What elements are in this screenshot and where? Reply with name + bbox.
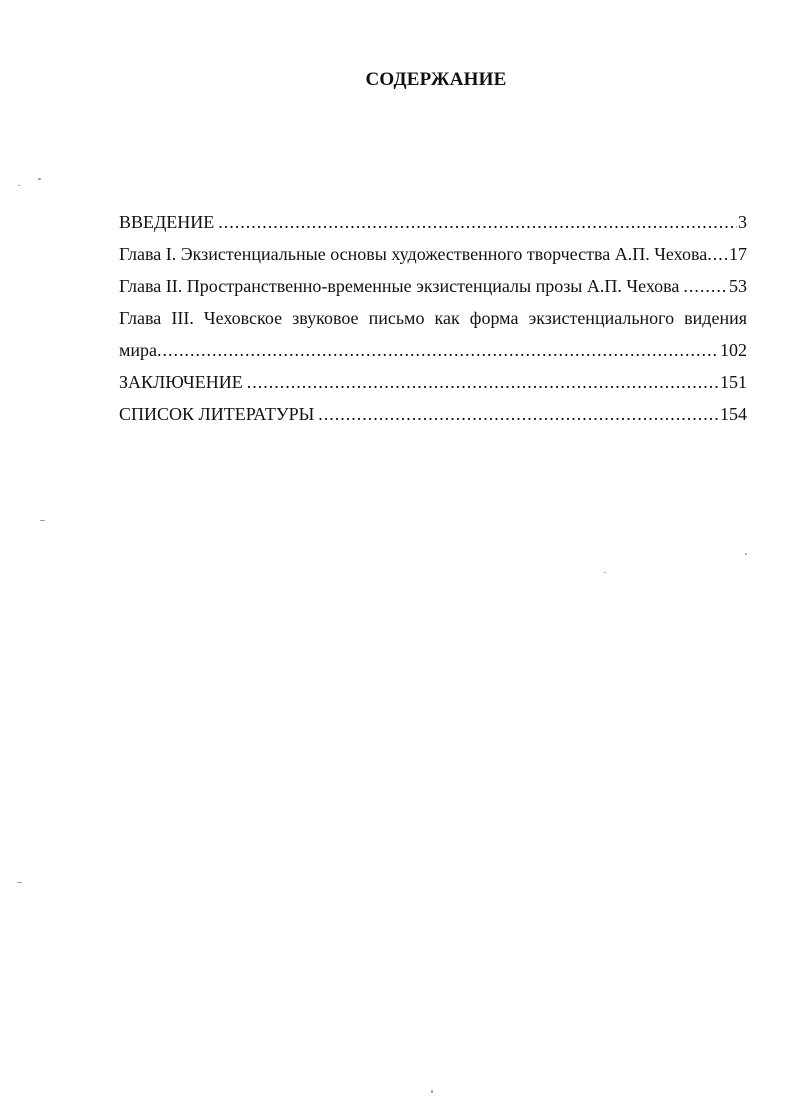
toc-leader-dots	[683, 273, 728, 299]
toc-leader-dots	[247, 369, 719, 395]
toc-entry-conclusion	[119, 369, 747, 401]
toc-entry-chapter-3	[119, 337, 747, 369]
toc-leader-dots	[318, 401, 719, 427]
toc-entry-page: 3	[738, 212, 747, 232]
scan-speck	[745, 553, 747, 555]
scan-speck	[431, 1090, 433, 1093]
toc-entry-page: 17	[729, 244, 747, 264]
toc-entry-chapter-2	[119, 273, 747, 305]
scan-speck	[40, 520, 45, 521]
table-of-contents	[119, 209, 747, 433]
toc-entry-page: 102	[720, 340, 747, 360]
toc-entry-page: 154	[720, 404, 747, 424]
toc-entry-page: 53	[729, 276, 747, 296]
toc-entry-label: Глава II. Пространственно-временные экзистенциалы прозы А.П. Чехова	[119, 276, 680, 296]
toc-entry-introduction	[119, 209, 747, 241]
toc-entry-label: мира	[119, 340, 158, 360]
scan-speck	[18, 185, 20, 186]
toc-leader-dots	[218, 209, 737, 235]
toc-entry-label: Глава I. Экзистенциальные основы художественного творчества А.П. Чехова	[119, 244, 708, 264]
toc-entry-chapter-3-line1: Глава III. Чеховское звуковое письмо как форма экзистенциального видения	[119, 308, 747, 328]
toc-entry-label: СПИСОК ЛИТЕРАТУРЫ	[119, 404, 315, 424]
toc-entry-bibliography	[119, 401, 747, 433]
scan-speck	[604, 572, 606, 573]
toc-entry-page: 151	[720, 372, 747, 392]
toc-leader-dots	[157, 337, 719, 363]
scan-speck	[38, 178, 41, 180]
toc-entry-label: ВВЕДЕНИЕ	[119, 212, 215, 232]
scan-speck	[17, 882, 22, 883]
page-title: СОДЕРЖАНИЕ	[365, 69, 507, 90]
toc-leader-dots	[707, 241, 728, 267]
toc-entry-chapter-1	[119, 241, 747, 273]
toc-entry-label: ЗАКЛЮЧЕНИЕ	[119, 372, 243, 392]
